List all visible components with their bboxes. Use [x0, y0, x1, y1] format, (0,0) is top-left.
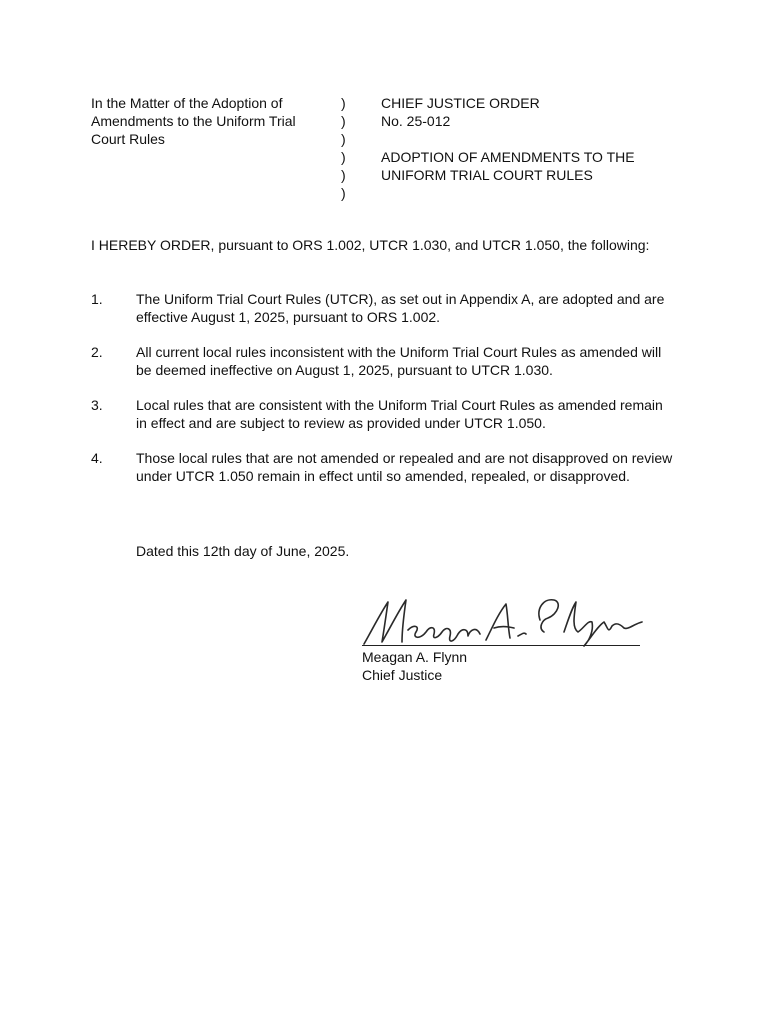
- signer-block: [362, 648, 642, 684]
- order-subject-line: UNIFORM TRIAL COURT RULES: [381, 167, 593, 183]
- caption-matter-line: In the Matter of the Adoption of: [91, 95, 283, 111]
- order-list: [91, 290, 691, 502]
- order-item-text: Those local rules that are not amended or repealed and are not disapproved on review under UTCR 1.050 remain in effect until so amended, repealed, or disapproved.: [136, 450, 673, 484]
- caption-parentheses: [341, 94, 351, 202]
- caption-paren: ): [341, 95, 346, 111]
- dated-line: Dated this 12th day of June, 2025.: [136, 543, 350, 559]
- handwritten-signature: [358, 592, 648, 648]
- case-caption-order: [381, 94, 681, 184]
- caption-paren: ): [341, 113, 346, 129]
- order-intro: I HEREBY ORDER, pursuant to ORS 1.002, UTCR 1.030, and UTCR 1.050, the following:: [91, 237, 650, 253]
- caption-spacer: [381, 130, 681, 148]
- order-item-number: 1.: [91, 291, 103, 307]
- order-item-text: Local rules that are consistent with the Uniform Trial Court Rules as amended remain in effect and are subject to review as provided under UTCR 1.050.: [136, 397, 663, 431]
- signer-name: Meagan A. Flynn: [362, 649, 468, 665]
- caption-matter-line: Court Rules: [91, 131, 165, 147]
- order-item: [91, 343, 691, 379]
- order-subject-line: ADOPTION OF AMENDMENTS TO THE: [381, 149, 635, 165]
- caption-matter-line: Amendments to the Uniform Trial: [91, 113, 296, 129]
- caption-paren: ): [341, 131, 346, 147]
- order-item-number: 3.: [91, 397, 103, 413]
- caption-paren: ): [341, 185, 346, 201]
- order-item: [91, 290, 691, 326]
- order-item-number: 4.: [91, 450, 103, 466]
- order-title: CHIEF JUSTICE ORDER: [381, 95, 540, 111]
- order-item-text: The Uniform Trial Court Rules (UTCR), as set out in Appendix A, are adopted and are effective August 1, 2025, pursuant to ORS 1.002.: [136, 291, 665, 325]
- case-caption-matter: [91, 94, 331, 148]
- caption-paren: ): [341, 167, 346, 183]
- caption-paren: ): [341, 149, 346, 165]
- signature-line: [362, 645, 640, 646]
- order-item: [91, 396, 691, 432]
- order-item-number: 2.: [91, 344, 103, 360]
- order-item: [91, 449, 691, 485]
- order-number: No. 25-012: [381, 113, 451, 129]
- signer-title: Chief Justice: [362, 667, 443, 683]
- order-item-text: All current local rules inconsistent with the Uniform Trial Court Rules as amended will be deemed ineffective on August 1, 2025, pursuant to UTCR 1.030.: [136, 344, 662, 378]
